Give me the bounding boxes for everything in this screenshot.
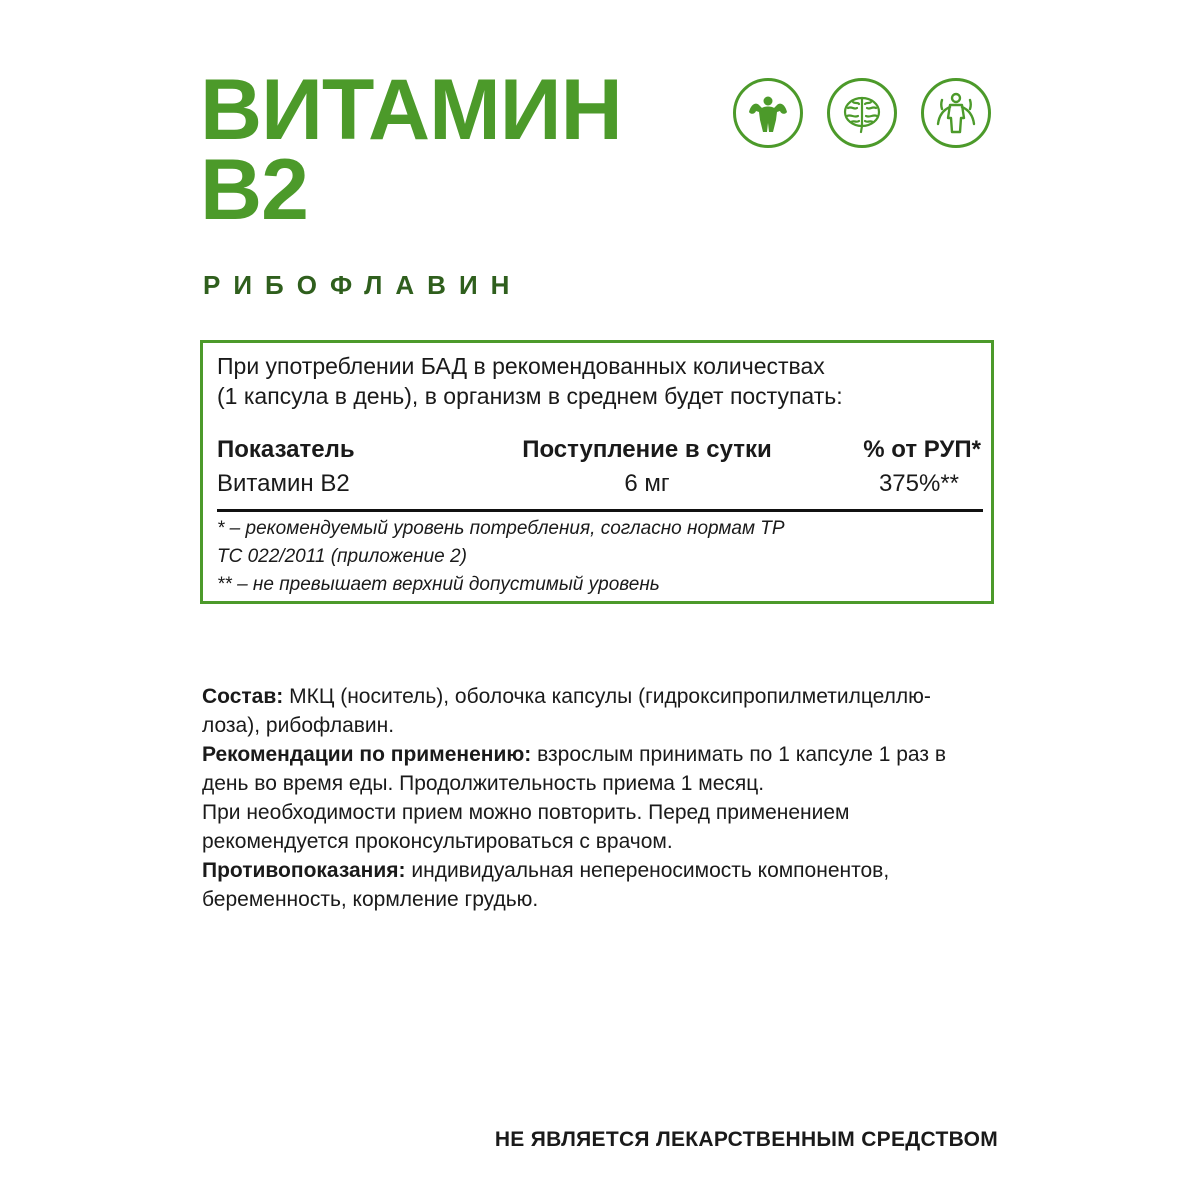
table-cell-indicator: Витамин В2 (217, 470, 350, 497)
table-header-daily-intake: Поступление в сутки (522, 436, 772, 463)
benefit-icons (733, 78, 991, 148)
table-cell-rda-percent: 375%** (878, 470, 959, 497)
usage-text-line-2: день во время еды. Продолжительность приема 1 месяц. (202, 772, 765, 795)
intake-info-box (200, 340, 994, 604)
composition-label: Состав: (202, 685, 284, 708)
product-subtitle: РИБОФЛАВИН (203, 270, 523, 300)
usage-label: Рекомендации по применению: (202, 743, 532, 766)
intake-intro-line-2: (1 капсула в день), в организм в среднем будет поступать: (217, 383, 843, 409)
nutrient-table (217, 433, 981, 501)
human-energy-icon (921, 78, 991, 148)
intake-intro (217, 351, 987, 411)
contraindications-label: Противопоказания: (202, 859, 406, 882)
product-title-line-1: ВИТАМИН (200, 62, 622, 158)
composition-text-line-1: МКЦ (носитель), оболочка капсулы (гидроксипропилметилцеллю- (283, 685, 931, 708)
usage-paragraph (202, 740, 1002, 769)
footnotes (217, 515, 957, 599)
table-header-rda-percent: % от РУП* (863, 436, 981, 463)
table-row (217, 467, 981, 501)
brain-icon (827, 78, 897, 148)
product-description (202, 682, 1002, 914)
table-header-indicator: Показатель (217, 436, 355, 463)
medicine-disclaimer: НЕ ЯВЛЯЕТСЯ ЛЕКАРСТВЕННЫМ СРЕДСТВОМ (494, 1128, 998, 1151)
table-divider (217, 509, 983, 512)
table-header-row (217, 433, 981, 467)
footnote-2: ** – не превышает верхний допустимый уровень (217, 574, 660, 595)
composition-text-line-2: лоза), рибофлавин. (202, 714, 395, 737)
composition-paragraph (202, 682, 1002, 711)
table-cell-daily-intake: 6 мг (624, 470, 670, 497)
intake-intro-line-1: При употреблении БАД в рекомендованных количествах (217, 353, 825, 379)
contraindications-text-line-2: беременность, кормление грудью. (202, 888, 539, 911)
contraindications-text-line-1: индивидуальная непереносимость компонентов, (405, 859, 890, 882)
usage-text-line-4: рекомендуется проконсультироваться с врачом. (202, 830, 673, 853)
footnote-1-line-2: ТС 022/2011 (приложение 2) (217, 546, 467, 567)
usage-text-line-3: При необходимости прием можно повторить. Перед применением (202, 801, 850, 824)
contraindications-paragraph (202, 856, 1002, 885)
product-title-line-2: В2 (200, 142, 308, 238)
footnote-1-line-1: * – рекомендуемый уровень потребления, согласно нормам ТР (217, 518, 785, 539)
muscle-figure-icon (733, 78, 803, 148)
usage-text-line-1: взрослым принимать по 1 капсуле 1 раз в (531, 743, 946, 766)
product-title (200, 62, 622, 238)
